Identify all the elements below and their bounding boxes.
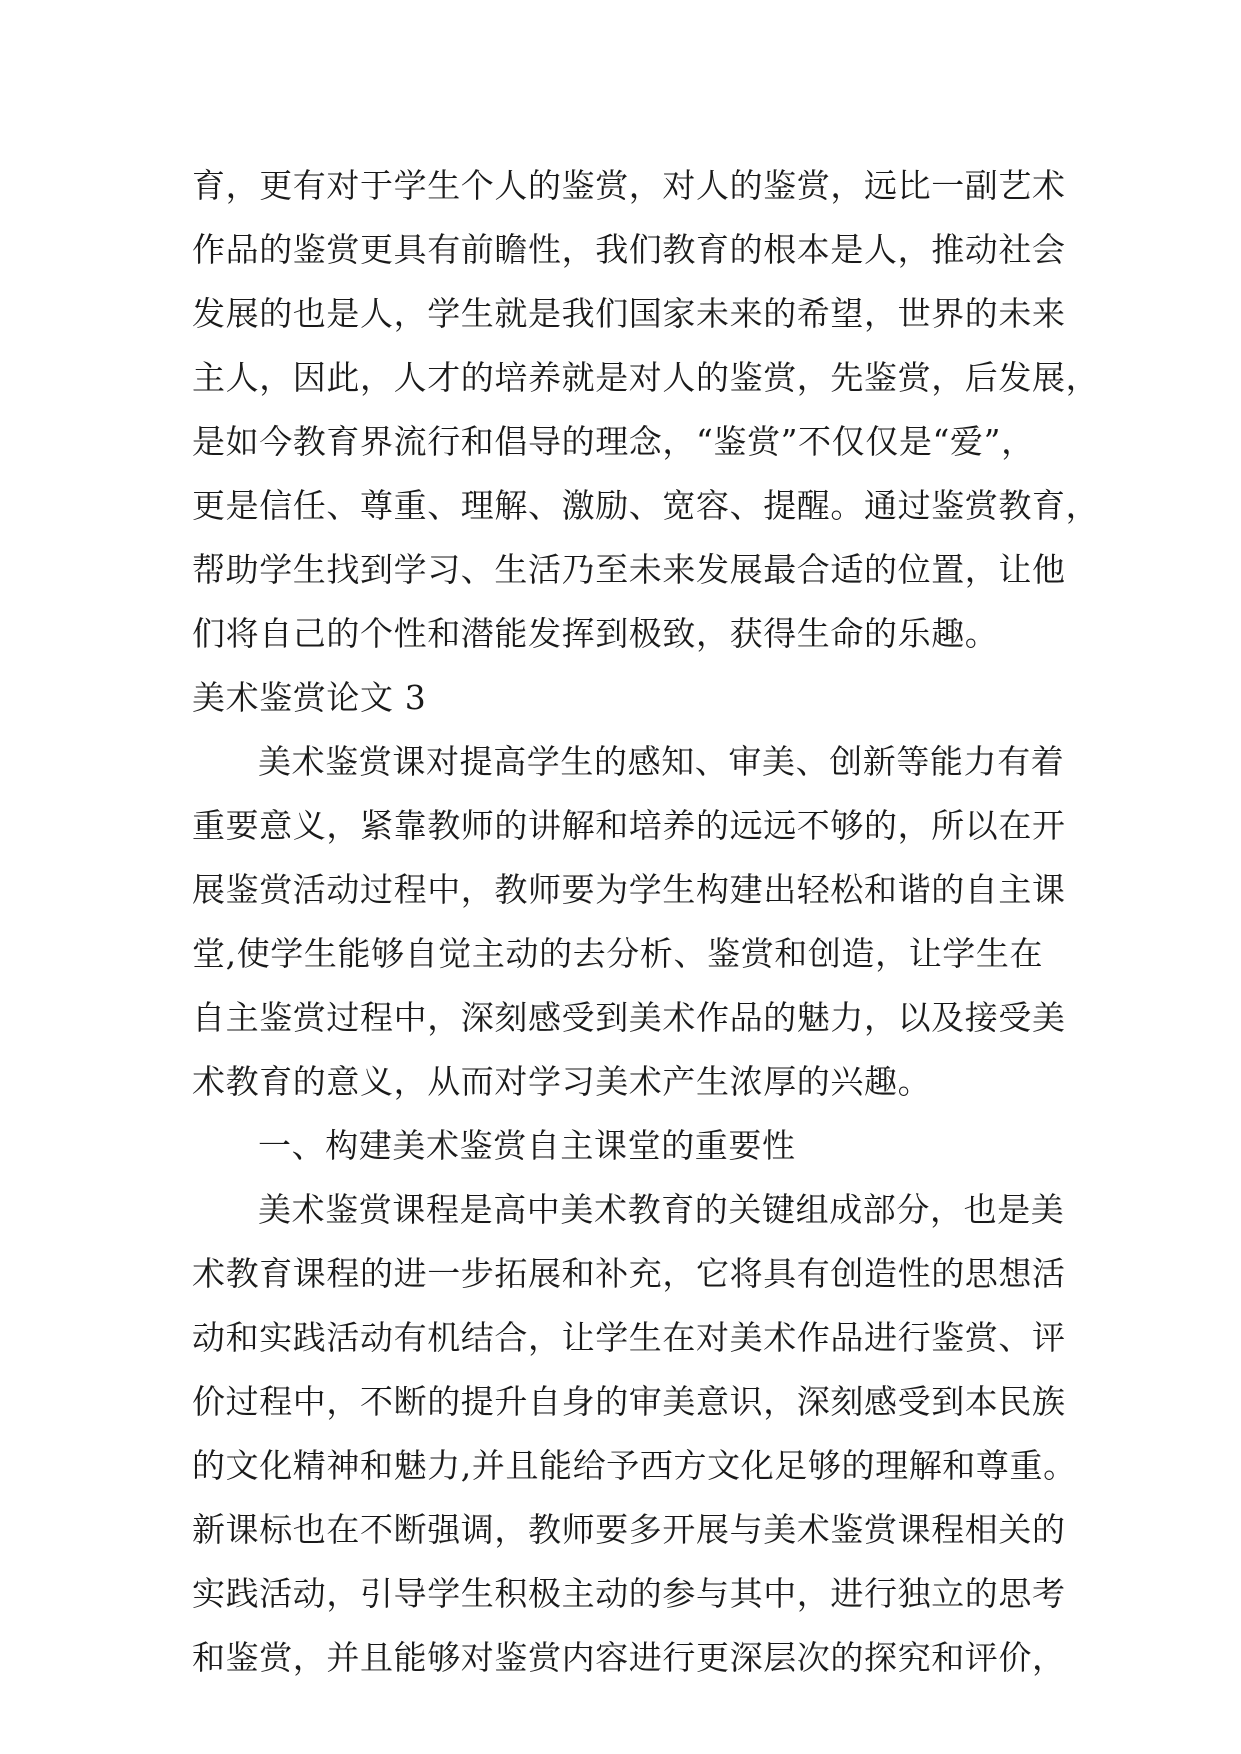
text-line: 美术鉴赏课对提高学生的感知、审美、创新等能力有着 <box>258 742 1065 781</box>
text-line: 动和实践活动有机结合，让学生在对美术作品进行鉴赏、评 <box>192 1318 1066 1357</box>
text-line: 发展的也是人，学生就是我们国家未来的希望，世界的未来 <box>192 294 1066 333</box>
text-line: 更是信任、尊重、理解、激励、宽容、提醒。通过鉴赏教育， <box>192 486 1100 525</box>
text-line: 堂,使学生能够自觉主动的去分析、鉴赏和创造，让学生在 <box>192 934 1044 973</box>
text-line: 和鉴赏，并且能够对鉴赏内容进行更深层次的探究和评价， <box>192 1638 1066 1677</box>
text-line: 术教育课程的进一步拓展和补充，它将具有创造性的思想活 <box>192 1254 1066 1293</box>
text-line: 主人，因此，人才的培养就是对人的鉴赏，先鉴赏，后发展， <box>192 358 1100 397</box>
subheading: 一、构建美术鉴赏自主课堂的重要性 <box>258 1126 796 1165</box>
paragraph-importance <box>192 1178 1077 1690</box>
text-line: 帮助学生找到学习、生活乃至未来发展最合适的位置，让他 <box>192 550 1066 589</box>
text-line: 育，更有对于学生个人的鉴赏，对人的鉴赏，远比一副艺术 <box>192 166 1066 205</box>
text-line: 美术鉴赏课程是高中美术教育的关键组成部分，也是美 <box>258 1190 1065 1229</box>
text-line: 展鉴赏活动过程中，教师要为学生构建出轻松和谐的自主课 <box>192 870 1066 909</box>
text-line: 实践活动，引导学生积极主动的参与其中，进行独立的思考 <box>192 1574 1066 1613</box>
text-line: 自主鉴赏过程中，深刻感受到美术作品的魅力，以及接受美 <box>192 998 1066 1037</box>
text-line: 重要意义，紧靠教师的讲解和培养的远远不够的，所以在开 <box>192 806 1066 845</box>
text-line: 新课标也在不断强调，教师要多开展与美术鉴赏课程相关的 <box>192 1510 1066 1549</box>
text-line: 术教育的意义，从而对学习美术产生浓厚的兴趣。 <box>192 1062 932 1101</box>
text-line: 的文化精神和魅力,并且能给予西方文化足够的理解和尊重。 <box>192 1446 1077 1485</box>
text-line: 价过程中，不断的提升自身的审美意识，深刻感受到本民族 <box>192 1382 1066 1421</box>
text-line: 作品的鉴赏更具有前瞻性，我们教育的根本是人，推动社会 <box>192 230 1066 269</box>
paragraph-intro <box>192 730 1066 1114</box>
text-line: 是如今教育界流行和倡导的理念，“鉴赏”不仅仅是“爱”， <box>192 422 1035 461</box>
document-page <box>192 154 1100 1690</box>
text-line: 们将自己的个性和潜能发挥到极致，获得生命的乐趣。 <box>192 614 999 653</box>
paragraph-continued <box>192 154 1100 666</box>
section-title: 美术鉴赏论文 3 <box>192 678 427 717</box>
